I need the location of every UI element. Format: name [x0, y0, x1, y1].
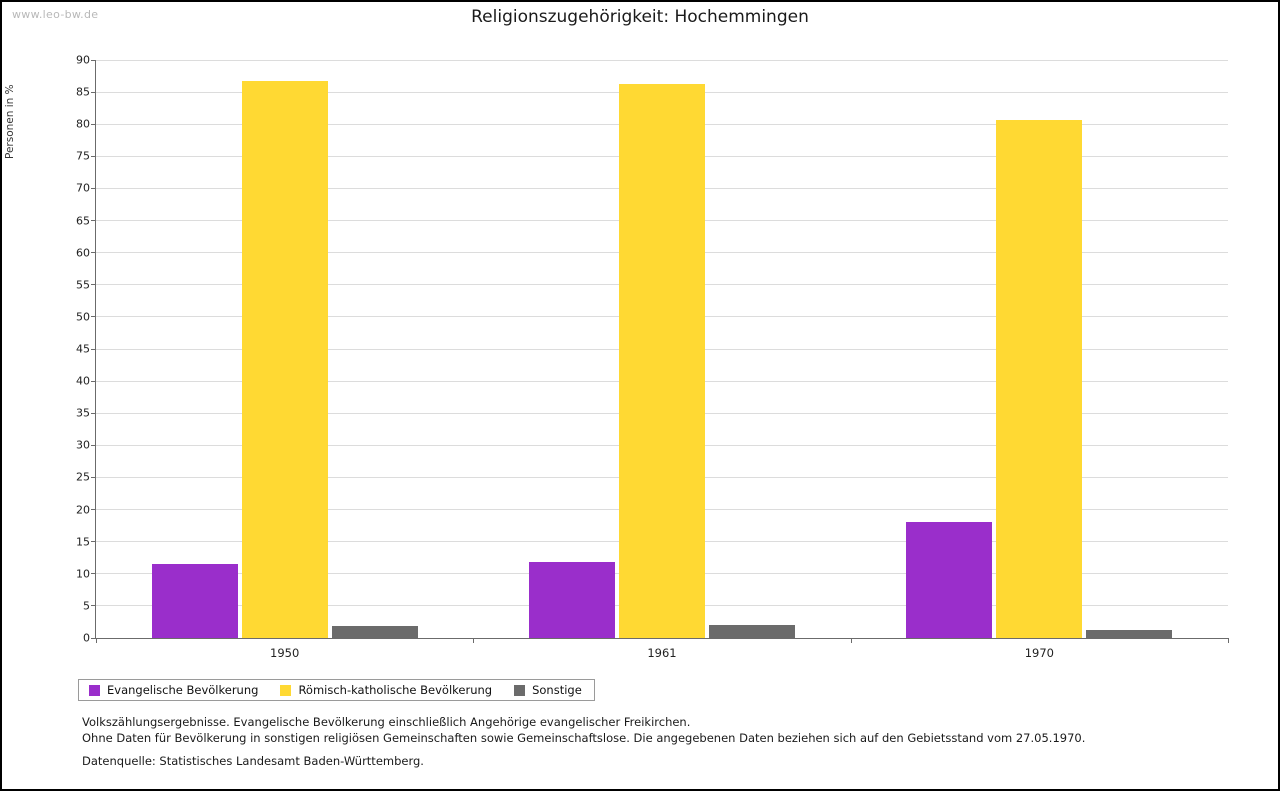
legend-item[interactable] [514, 683, 582, 697]
legend-label: Sonstige [532, 683, 582, 697]
bar [1086, 630, 1172, 638]
legend-item[interactable] [280, 683, 492, 697]
y-tick-label: 25 [76, 470, 90, 484]
y-tick-label: 65 [76, 214, 90, 228]
bar [906, 522, 992, 638]
x-tick-mark [473, 638, 474, 643]
bar-group [96, 60, 1228, 638]
legend-item[interactable] [89, 683, 258, 697]
y-tick-label: 20 [76, 503, 90, 517]
y-tick-label: 10 [76, 567, 90, 581]
y-tick-label: 40 [76, 374, 90, 388]
legend-swatch-icon [280, 685, 291, 696]
y-axis-label: Personen in % [4, 84, 16, 160]
bar [996, 120, 1082, 638]
y-tick-label: 15 [76, 535, 90, 549]
y-tick-label: 30 [76, 438, 90, 452]
legend-swatch-icon [514, 685, 525, 696]
legend-swatch-icon [89, 685, 100, 696]
y-tick-label: 55 [76, 278, 90, 292]
legend-label: Evangelische Bevölkerung [107, 683, 259, 697]
y-tick-label: 90 [76, 53, 90, 67]
y-tick-label: 85 [76, 85, 90, 99]
x-tick-label: 1961 [647, 646, 677, 660]
chart-title: Religionszugehörigkeit: Hochemmingen [471, 7, 809, 27]
footnote-line-1: Volkszählungsergebnisse. Evangelische Bevölkerung einschließlich Angehörige evangelischer Freikirchen. [82, 715, 691, 729]
y-tick-label: 45 [76, 342, 90, 356]
chart-legend [78, 679, 595, 701]
y-tick-label: 35 [76, 406, 90, 420]
footnote-line-2: Ohne Daten für Bevölkerung in sonstigen religiösen Gemeinschaften sowie Gemeinschaftslose. Die angegebenen Daten beziehen sich auf den Gebietsstand vom 27.05.1970. [82, 731, 1086, 745]
plot-area [76, 53, 1228, 660]
x-tick-mark [96, 638, 97, 643]
x-tick-label: 1950 [270, 646, 300, 660]
watermark: www.leo-bw.de [12, 8, 99, 21]
y-tick-label: 75 [76, 149, 90, 163]
footnotes [82, 714, 1085, 746]
y-tick-label: 5 [83, 599, 90, 613]
y-tick-label: 50 [76, 310, 90, 324]
y-tick-label: 80 [76, 117, 90, 131]
y-tick-label: 60 [76, 246, 90, 260]
x-tick-mark [1228, 638, 1229, 643]
y-tick-label: 70 [76, 181, 90, 195]
x-tick-label: 1970 [1024, 646, 1054, 660]
x-tick-mark [851, 638, 852, 643]
y-tick-label: 0 [83, 631, 90, 645]
data-source: Datenquelle: Statistisches Landesamt Baden-Württemberg. [82, 754, 424, 768]
legend-label: Römisch-katholische Bevölkerung [298, 683, 493, 697]
